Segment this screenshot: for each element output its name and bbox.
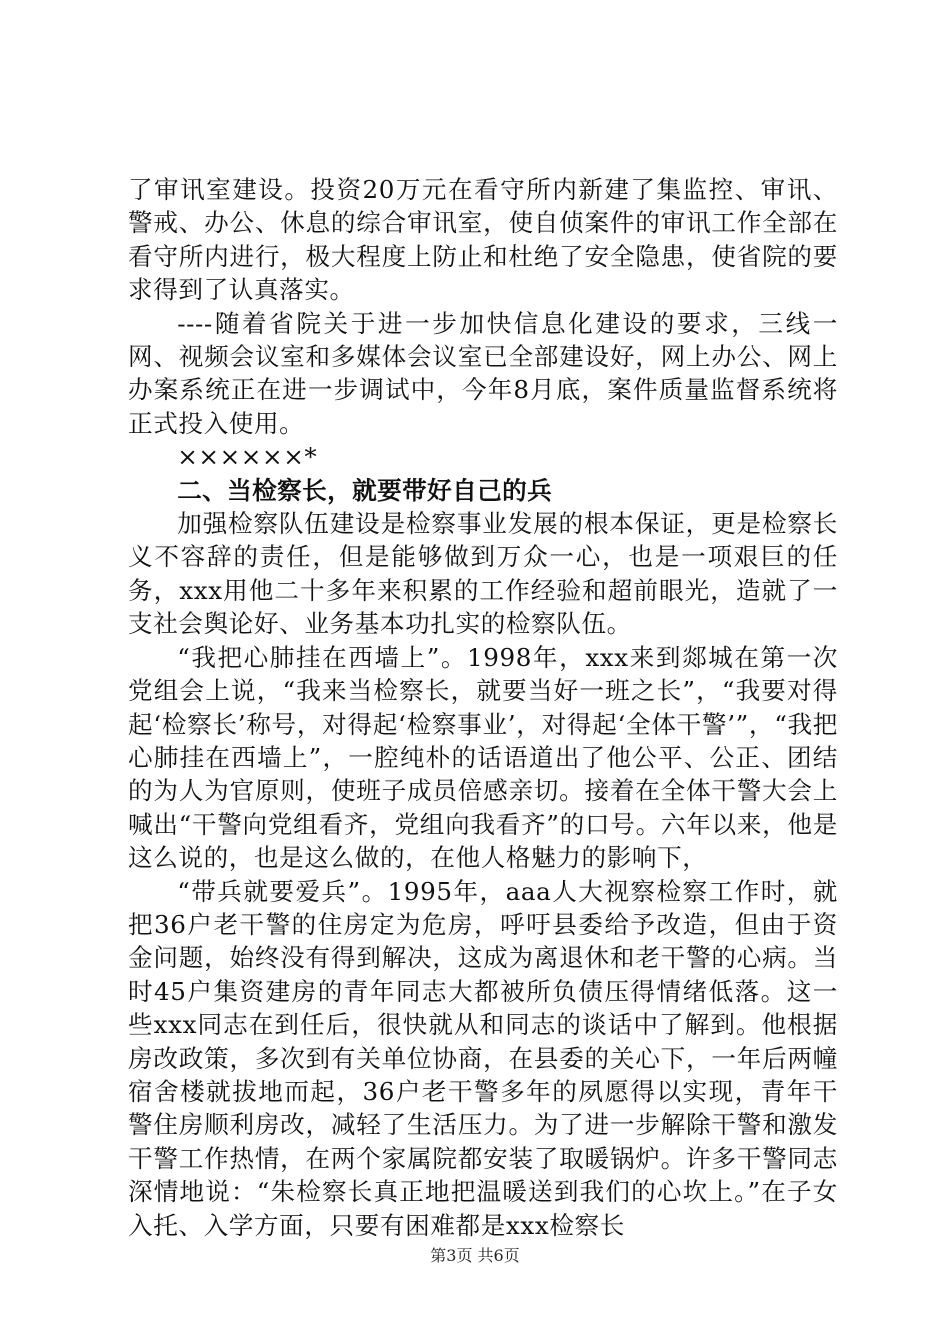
paragraph-love-soldiers: “带兵就要爱兵”。1995年，aaa人大视察检察工作时，就把36户老干警的住房定为危房，呼吁县委给予改造，但由于资金问题，始终没有得到解决，这成为离退休和老干警的心病。当时45户集资建房的青年同志大都被所负债压得情绪低落。这一些xxx同志在到任后，很快就从和同志的谈话中了解到。他根据房改政策，多次到有关单位协商，在县委的关心下，一年后两幢宿舍楼就拔地而起，36户老干警多年的夙愿得以实现，青年干警住房顺利房改，减轻了生活压力。为了进一步解除干警和激发干警工作热情，在两个家属院都安装了取暖锅炉。许多干警同志深情地说：“朱检察长真正地把温暖送到我们的心坎上。”在子女入托、入学方面，只要有困难都是xxx检察长: [128, 876, 838, 1240]
paragraph-placeholder-marks: ××××××*: [177, 442, 318, 472]
paragraph-continuation: 了审讯室建设。投资20万元在看守所内新建了集监控、审讯、警戒、办公、休息的综合审讯室，使自侦案件的审讯工作全部在看守所内进行，极大程度上防止和杜绝了安全隐患，使省院的要求得到了认真落实。: [128, 175, 838, 305]
paragraph-heart-on-wall: “我把心肺挂在西墙上”。1998年，xxx来到郯城在第一次党组会上说，“我来当检察长，就要当好一班之长”，“我要对得起‘检察长’称号，对得起‘检察事业’，对得起‘全体干警’”，“我把心肺挂在西墙上”，一腔纯朴的话语道出了他公平、公正、团结的为人为官原则，使班子成员倍感亲切。接着在全体干警大会上喊出“干警向党组看齐，党组向我看齐”的口号。六年以来，他是这么说的，也是这么做的，在他人格魅力的影响下，: [128, 642, 838, 873]
paragraph-informatization: ----随着省院关于进一步加快信息化建设的要求，三线一网、视频会议室和多媒体会议室已全部建设好，网上办公、网上办案系统正在进一步调试中，今年8月底，案件质量监督系统将正式投入使用。: [128, 308, 838, 438]
page-number-footer: 第3页 共6页: [430, 1246, 520, 1265]
document-body: [128, 173, 838, 1242]
section-heading: 二、当检察长，就要带好自己的兵: [177, 475, 553, 505]
paragraph-team-building: 加强检察队伍建设是检察事业发展的根本保证，更是检察长义不容辞的责任，但是能够做到万众一心，也是一项艰巨的任务，xxx用他二十多年来积累的工作经验和超前眼光，造就了一支社会舆论好、业务基本功扎实的检察队伍。: [128, 509, 838, 639]
